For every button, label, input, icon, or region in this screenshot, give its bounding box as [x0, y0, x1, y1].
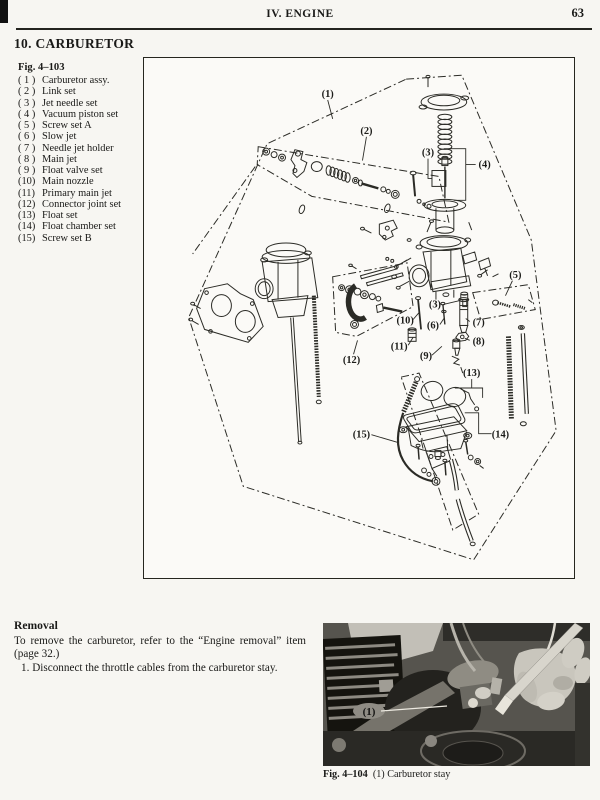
parts-list-item [18, 221, 121, 232]
link-set [263, 148, 431, 240]
part-label: Screw set A [42, 120, 92, 131]
figure-frame [143, 57, 575, 579]
header-rule [16, 28, 592, 30]
part-label: Main nozzle [42, 176, 94, 188]
parts-list-item [18, 165, 121, 176]
carburetor-stay-part [475, 687, 491, 699]
choke-spring-and-tube [508, 325, 526, 425]
diagram-label: (3) [428, 299, 442, 311]
part-number: (11) [18, 187, 35, 199]
part-label: Float valve set [42, 165, 103, 176]
parts-list-item [18, 233, 121, 244]
part-number: (15) [18, 232, 36, 244]
part-number: ( 3 ) [18, 97, 36, 109]
removal-section [14, 619, 314, 675]
float-set [419, 379, 479, 411]
parts-list-item [18, 143, 121, 154]
diagram-label: (2) [360, 125, 373, 137]
parts-list-item [18, 131, 121, 142]
parts-list-item [18, 109, 121, 120]
part-label: Needle jet holder [42, 142, 114, 154]
parts-list-item [18, 176, 121, 187]
part-label: Vacuum piston set [42, 108, 119, 120]
part-label: Primary main jet [42, 187, 112, 199]
vacuum-piston-set [416, 75, 471, 250]
part-label: Main jet [42, 153, 77, 165]
part-number: ( 2 ) [18, 86, 36, 98]
diagram-label: (14) [491, 429, 510, 441]
diagram-label: (12) [342, 355, 361, 367]
left-carburetor-body [255, 243, 321, 444]
part-label: Float set [42, 210, 78, 221]
diagram-label: (13) [463, 368, 481, 380]
section-title: 10. CARBURETOR [14, 36, 135, 51]
parts-list-item [18, 154, 121, 165]
diagram-label: (10) [396, 315, 414, 327]
part-label: Carburetor assy. [42, 75, 110, 86]
diagram-label: (7) [472, 317, 485, 329]
part-number: ( 6 ) [18, 131, 36, 143]
diagram-label: (9) [419, 351, 433, 363]
photo-caption-desc: (1) Carburetor stay [372, 769, 451, 780]
part-label: Screw set B [42, 232, 92, 244]
right-carburetor-body [392, 220, 491, 300]
part-number: (12) [18, 198, 36, 210]
photo-illustration [323, 623, 590, 766]
parts-list-item [18, 199, 121, 210]
part-number: ( 5 ) [18, 120, 36, 131]
page-header-title: IV. ENGINE [266, 8, 334, 20]
part-number: (14) [18, 221, 36, 233]
removal-heading: Removal [14, 619, 58, 632]
removal-step: 1. Disconnect the throttle cables from the carburetor stay. [21, 661, 278, 674]
drain-tube [451, 459, 475, 545]
connector-bars [349, 257, 411, 285]
assembly-boundary [189, 75, 556, 560]
part-label: Jet needle set [42, 97, 98, 109]
diagram-label: (11) [390, 341, 408, 353]
parts-list-item [18, 188, 121, 199]
parts-list [18, 75, 121, 244]
part-label: Float chamber set [42, 221, 116, 233]
diagram-label: (3) [421, 147, 435, 159]
parts-list-item [18, 210, 121, 221]
removal-paragraph-line: To remove the carburetor, refer to the “Engine removal” item [14, 634, 306, 647]
parts-list-item [18, 86, 121, 97]
part-number: (13) [18, 210, 36, 221]
diagram-label: (4) [478, 159, 491, 171]
photo-caption-fig: Fig. 4–104 [323, 769, 368, 780]
part-number: ( 1 ) [18, 75, 36, 86]
photo-caption [323, 769, 450, 780]
part-number: ( 9 ) [18, 165, 36, 176]
screw-set-a [478, 270, 533, 309]
figure-id: Fig. 4–103 [18, 62, 65, 73]
figure-photo [323, 623, 590, 766]
intake-joint-plate [189, 284, 263, 343]
carburetor-exploded-diagram [144, 58, 571, 575]
photo-label: (1) [362, 706, 376, 718]
part-label: Connector joint set [42, 198, 122, 210]
diagram-label: (1) [321, 89, 334, 101]
page-number: 63 [571, 6, 584, 20]
parts-list-item [18, 75, 121, 86]
diagram-label: (6) [426, 320, 440, 332]
part-number: ( 4 ) [18, 108, 36, 120]
float-chamber-set [399, 404, 471, 476]
diagram-label: (8) [472, 336, 485, 348]
part-label: Slow jet [42, 131, 77, 143]
part-number: ( 8 ) [18, 153, 36, 165]
parts-list-item [18, 120, 121, 131]
part-number: ( 7 ) [18, 142, 36, 154]
diagram-label: (15) [352, 429, 371, 441]
removal-paragraph-line: (page 32.) [14, 648, 60, 661]
part-label: Link set [42, 86, 76, 98]
jet-needle-set [432, 156, 448, 198]
part-number: (10) [18, 176, 36, 188]
connector-joint-set [339, 285, 381, 329]
diagram-label: (5) [509, 269, 522, 281]
parts-list-item [18, 98, 121, 109]
